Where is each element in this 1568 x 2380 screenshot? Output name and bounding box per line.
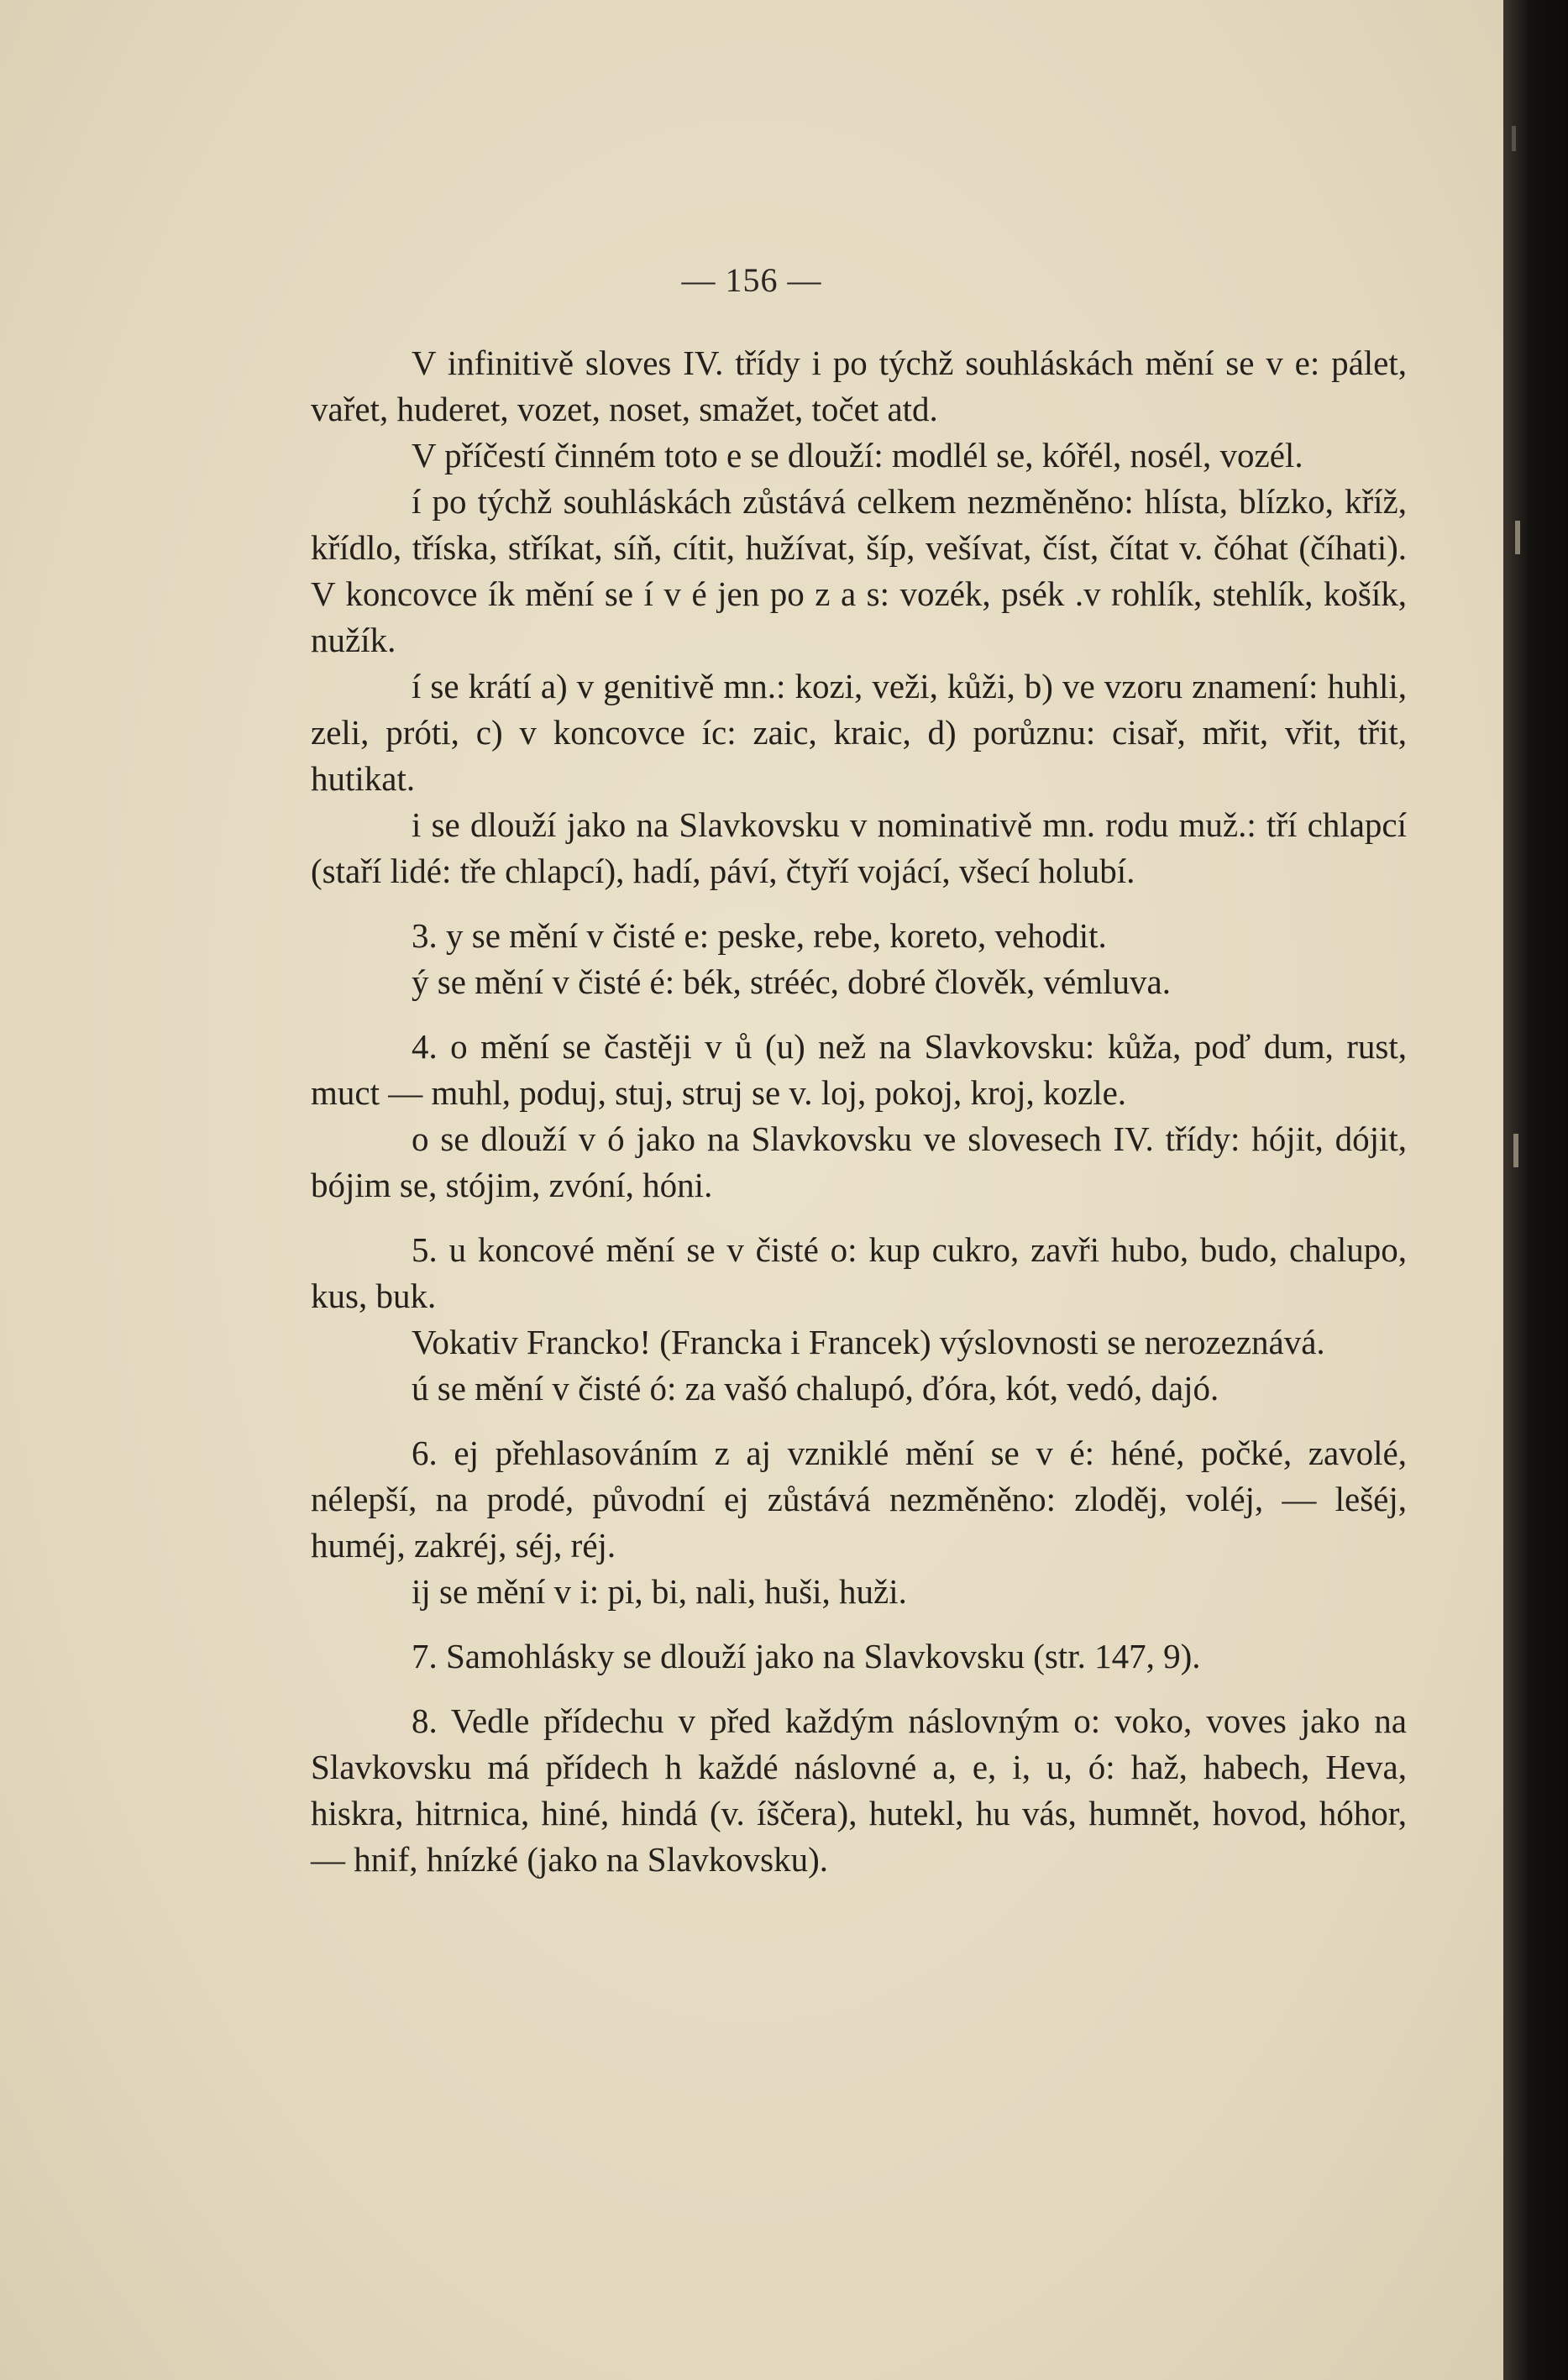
- page-edge-shadow: [1503, 0, 1568, 2380]
- paragraph: o se dlouží v ó jako na Slavkovsku ve slovesech IV. třídy: hójit, dójit, bójim se, stójim, zvóní, hóni.: [311, 1119, 1407, 1204]
- margin-mark: [1512, 126, 1516, 151]
- paragraph: 5. u koncové mění se v čisté o: kup cukro, zavři hubo, budo, chalupo, kus, buk.: [311, 1230, 1407, 1315]
- page-number: — 156 —: [681, 261, 822, 299]
- paragraph: V infinitivě sloves IV. třídy i po týchž souhláskách mění se v e: pálet, vařet, huderet, vozet, noset, smažet, točet atd.: [311, 343, 1407, 428]
- paragraph: V příčestí činném toto e se dlouží: modlél se, kóřél, nosél, vozél.: [412, 436, 1303, 474]
- paragraph: 4. o mění se častěji v ů (u) než na Slavkovsku: kůža, poď dum, rust, muct — muhl, poduj, stuj, struj se v. loj, pokoj, kroj, kozle.: [311, 1027, 1407, 1112]
- paragraph: Vokativ Francko! (Francka i Francek) výslovnosti se nerozeznává.: [412, 1323, 1325, 1361]
- paragraph: 6. ej přehlasováním z aj vzniklé mění se v é: héné, počké, zavolé, nélepší, na prodé, původní ej zůstává nezměněno: zloděj, voléj, — lešéj, huméj, zakréj, séj, réj.: [311, 1434, 1407, 1565]
- paragraph: i se dlouží jako na Slavkovsku v nominativě mn. rodu muž.: tří chlapcí (staří lidé: tře chlapcí), hadí, páví, čtyří vojácí, všecí holubí.: [311, 805, 1407, 890]
- paragraph: ij se mění v i: pi, bi, nali, huši, huži.: [412, 1572, 907, 1611]
- paragraph: í po týchž souhláskách zůstává celkem nezměněno: hlísta, blízko, kříž, křídlo, tříska, stříkat, síň, cítit, hužívat, šíp, vešívat, číst, čítat v. čóhat (číhati). V koncovce ík mění se í v é jen po z a s: vozék, psék .v rohlík, stehlík, košík, nužík.: [311, 482, 1407, 659]
- paragraph: 8. Vedle přídechu v před každým náslovným o: voko, voves jako na Slavkovsku má přídech h každé náslovné a, e, i, u, ó: haž, habech, Heva, hiskra, hitrnica, hiné, hindá (v. íščera), hutekl, hu vás, humnět, hovod, hóhor, — hnif, hnízké (jako na Slavkovsku).: [311, 1701, 1407, 1879]
- paragraph: ú se mění v čisté ó: za vašó chalupó, ďóra, kót, vedó, dajó.: [412, 1369, 1219, 1408]
- margin-mark: [1515, 521, 1520, 554]
- paragraph: í se krátí a) v genitivě mn.: kozi, veži, kůži, b) ve vzoru znamení: huhli, zeli, próti, c) v koncovce íc: zaic, kraic, d) porůznu: cisař, mřit, vřit, třit, hutikat.: [311, 667, 1407, 798]
- margin-mark: [1513, 1134, 1518, 1167]
- paragraph: 7. Samohlásky se dlouží jako na Slavkovsku (str. 147, 9).: [412, 1637, 1201, 1675]
- body-text: [311, 340, 1407, 1883]
- paragraph: ý se mění v čisté é: bék, strééc, dobré člověk, vémluva.: [412, 962, 1171, 1001]
- paragraph: 3. y se mění v čisté e: peske, rebe, koreto, vehodit.: [412, 916, 1107, 955]
